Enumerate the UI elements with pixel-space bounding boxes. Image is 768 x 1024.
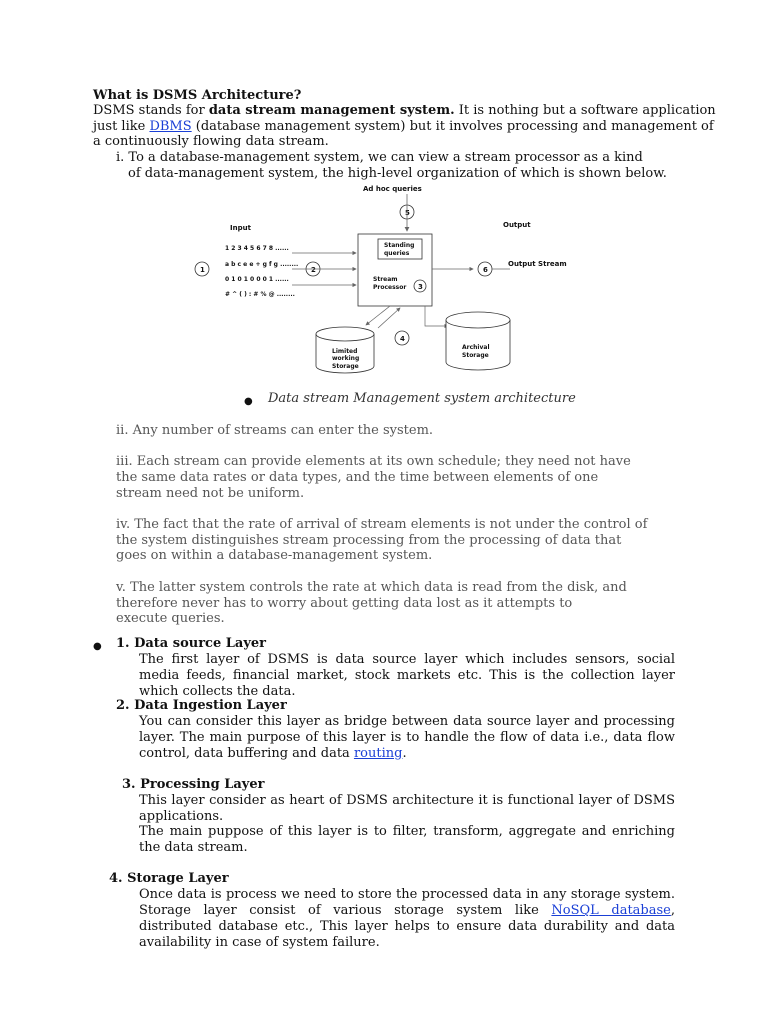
caption-bullet: ● [244, 396, 253, 407]
limited-storage-label-1: Limited [332, 348, 358, 355]
intro-text: just like [93, 119, 150, 134]
step-2-number: 2 [311, 266, 316, 274]
layer-3-text-2: The main puppose of this layer is to filter, transform, aggregate and enriching the data stream. [139, 824, 675, 855]
step-1-number: 1 [200, 266, 205, 274]
layer-4-text-body: Once data is process we need to store the processed data in any storage system. Storage layer consist of various storage system like [139, 887, 675, 918]
intro-text: (database management system) but it involves processing and management of [191, 119, 714, 134]
intro-text: DSMS stands for [93, 103, 209, 118]
intro-line-1 [93, 103, 716, 119]
point-iii-line-1: iii. Each stream can provide elements at its own schedule; they need not have [116, 454, 631, 469]
intro-bold-term: data stream management system. [208, 103, 455, 118]
point-iv-line-1: iv. The fact that the rate of arrival of stream elements is not under the control of [116, 517, 648, 532]
point-v-line-2: therefore never has to worry about getting data lost as it attempts to [116, 596, 573, 611]
layer-3-text-1: This layer consider as heart of DSMS architecture it is functional layer of DSMS applications. [139, 793, 675, 824]
dbms-link[interactable]: DBMS [149, 119, 192, 134]
layer-2-text-end: . [402, 746, 407, 761]
point-iii-line-2: the same data rates or data types, and the time between elements of one [116, 470, 599, 485]
step-6-number: 6 [483, 266, 488, 274]
output-label: Output [503, 221, 531, 229]
adhoc-queries-label: Ad hoc queries [363, 185, 422, 193]
stream-3-text: 0 1 0 1 0 0 0 1 ...... [225, 276, 289, 283]
diagram-caption: Data stream Management system architecture [268, 391, 576, 406]
layer-4-heading: 4. Storage Layer [109, 871, 229, 886]
limited-storage-label-3: Storage [332, 363, 359, 370]
layer-2-text [139, 714, 675, 762]
layer-1-bullet: ● [93, 641, 102, 652]
layer-3-heading: 3. Processing Layer [122, 777, 265, 792]
intro-line-2 [93, 119, 714, 135]
intro-line-3: a continuously flowing data stream. [93, 134, 329, 149]
routing-link[interactable]: routing [353, 746, 403, 761]
archival-storage-label-1: Archival [462, 344, 490, 351]
archival-storage-label-2: Storage [462, 352, 489, 359]
from-working-storage-arrow [378, 308, 400, 328]
point-iv-line-2: the system distinguishes stream processing from the processing of data that [116, 533, 622, 548]
limited-storage-label-2: working [332, 355, 360, 362]
point-v-line-3: execute queries. [116, 611, 225, 626]
step-3-number: 3 [418, 283, 423, 291]
step-4-number: 4 [400, 335, 405, 343]
layer-2-heading: 2. Data Ingestion Layer [116, 698, 287, 713]
stream-processor-label-1: Stream [373, 276, 398, 283]
input-label: Input [230, 224, 251, 232]
stream-2-text: a b c e e + g f g ........ [225, 261, 299, 268]
stream-1-text: 1 2 3 4 5 6 7 8 ...... [225, 245, 289, 252]
intro-text: It is nothing but a software application [454, 103, 716, 118]
step-5-number: 5 [405, 209, 410, 217]
point-iii-line-3: stream need not be uniform. [116, 486, 305, 501]
to-archival-arrow [425, 306, 448, 326]
point-ii: ii. Any number of streams can enter the system. [116, 423, 434, 438]
point-i-line-2: of data-management system, the high-level organization of which is shown below. [128, 166, 667, 181]
standing-queries-label-1: Standing [384, 242, 415, 249]
layer-4-text-end: , distributed database etc., This layer helps to ensure data durability and data availability in case of system failure. [139, 903, 676, 950]
point-i-line-1: i. To a database-management system, we can view a stream processor as a kind [116, 150, 643, 165]
stream-4-text: # ^ ( ) : # % @ ........ [225, 291, 295, 298]
layer-1-text: The first layer of DSMS is data source layer which includes sensors, social media feeds, financial market, stock markets etc. This is the collection layer which collects the data. [139, 652, 675, 699]
layer-4-text [139, 887, 675, 951]
page-title: What is DSMS Architecture? [93, 88, 302, 103]
to-working-storage-arrow [366, 306, 390, 325]
point-iv-line-3: goes on within a database-management system. [116, 548, 433, 563]
layer-1-heading: 1. Data source Layer [116, 636, 266, 651]
stream-processor-label-2: Processor [373, 284, 407, 291]
output-stream-label: Output Stream [508, 260, 567, 268]
dsms-architecture-diagram [190, 182, 580, 374]
archival-storage-top [446, 312, 510, 328]
standing-queries-label-2: queries [384, 250, 410, 257]
point-v-line-1: v. The latter system controls the rate at which data is read from the disk, and [116, 580, 627, 595]
limited-storage-top [316, 327, 374, 341]
nosql-database-link[interactable]: NoSQL database [551, 903, 671, 918]
layer-2-text-body: You can consider this layer as bridge between data source layer and processing layer. The main purpose of this layer is to handle the flow of data i.e., data flow control, data buffering and data [139, 714, 675, 761]
